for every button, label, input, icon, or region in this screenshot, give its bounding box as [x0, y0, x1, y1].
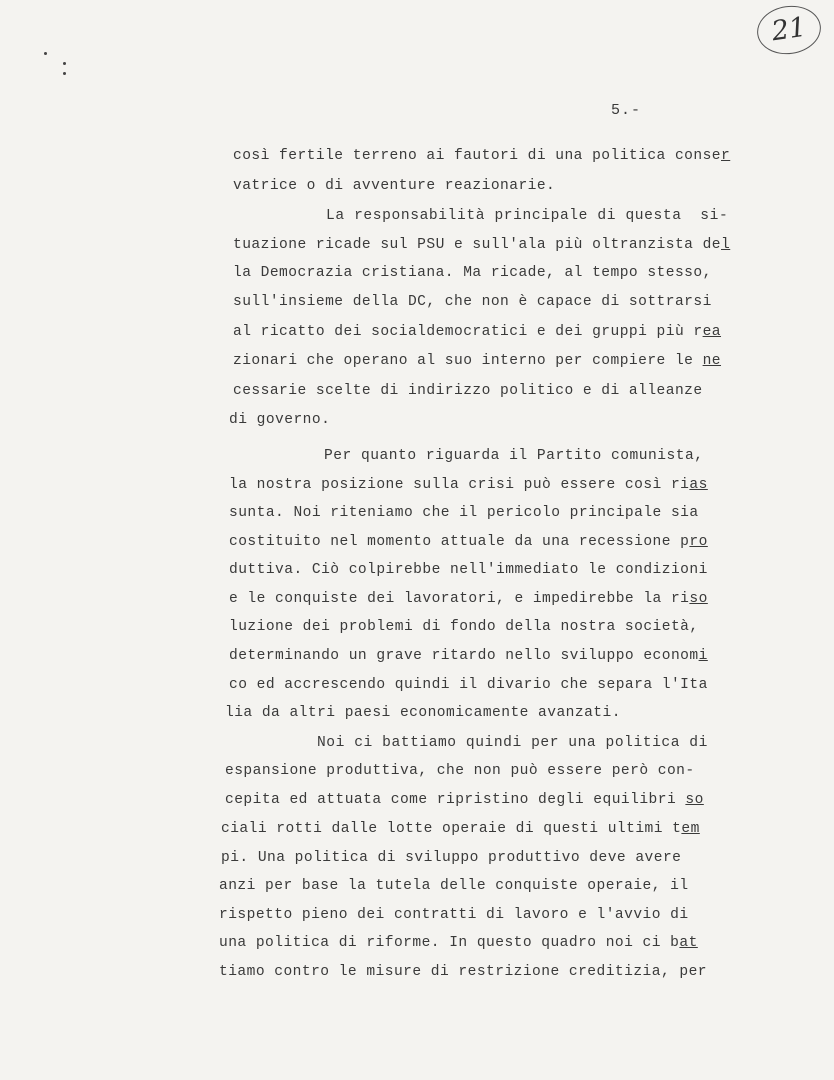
page-number: 5.-	[611, 102, 642, 119]
text-line: sunta. Noi riteniamo che il pericolo principale sia	[229, 505, 699, 521]
text-line: La responsabilità principale di questa si-	[326, 208, 729, 224]
text-line: così fertile terreno ai fautori di una politica conser	[233, 148, 731, 164]
text-line: Per quanto riguarda il Partito comunista,	[324, 448, 704, 464]
text-line: e le conquiste dei lavoratori, e impedirebbe la riso	[229, 591, 708, 607]
text-line: sull'insieme della DC, che non è capace di sottrarsi	[233, 294, 712, 310]
text-line: costituito nel momento attuale da una recessione pro	[229, 534, 708, 550]
folio-stamp: 21	[754, 2, 824, 58]
text-line: una politica di riforme. In questo quadro noi ci bat	[219, 935, 698, 951]
text-line: anzi per base la tutela delle conquiste operaie, il	[219, 878, 689, 894]
text-line: di governo.	[229, 412, 331, 428]
text-line: la nostra posizione sulla crisi può essere così rias	[229, 477, 708, 493]
text-line: Noi ci battiamo quindi per una politica di	[317, 735, 708, 751]
text-line: co ed accrescendo quindi il divario che separa l'Ita	[229, 677, 708, 693]
text-line: espansione produttiva, che non può essere però con-	[225, 763, 695, 779]
text-line: cepita ed attuata come ripristino degli equilibri so	[225, 792, 704, 808]
text-line: luzione dei problemi di fondo della nostra società,	[229, 619, 699, 635]
margin-dot	[63, 62, 66, 65]
text-line: cessarie scelte di indirizzo politico e di alleanze	[233, 383, 703, 399]
margin-dot	[44, 52, 47, 55]
text-line: rispetto pieno dei contratti di lavoro e l'avvio di	[219, 907, 689, 923]
text-line: duttiva. Ciò colpirebbe nell'immediato le condizioni	[229, 562, 708, 578]
text-line: lia da altri paesi economicamente avanzati.	[225, 705, 621, 721]
text-line: tiamo contro le misure di restrizione creditizia, per	[219, 964, 708, 980]
text-line: la Democrazia cristiana. Ma ricade, al tempo stesso,	[233, 265, 712, 281]
text-line: ciali rotti dalle lotte operaie di questi ultimi tem	[221, 821, 700, 837]
text-line: al ricatto dei socialdemocratici e dei gruppi più rea	[233, 324, 722, 340]
text-line: determinando un grave ritardo nello sviluppo economi	[229, 648, 708, 664]
text-line: tuazione ricade sul PSU e sull'ala più oltranzista del	[233, 237, 731, 253]
text-line: pi. Una politica di sviluppo produttivo deve avere	[221, 850, 682, 866]
text-line: vatrice o di avventure reazionarie.	[233, 178, 556, 194]
text-line: zionari che operano al suo interno per compiere le ne	[233, 353, 722, 369]
margin-dot	[63, 72, 66, 75]
